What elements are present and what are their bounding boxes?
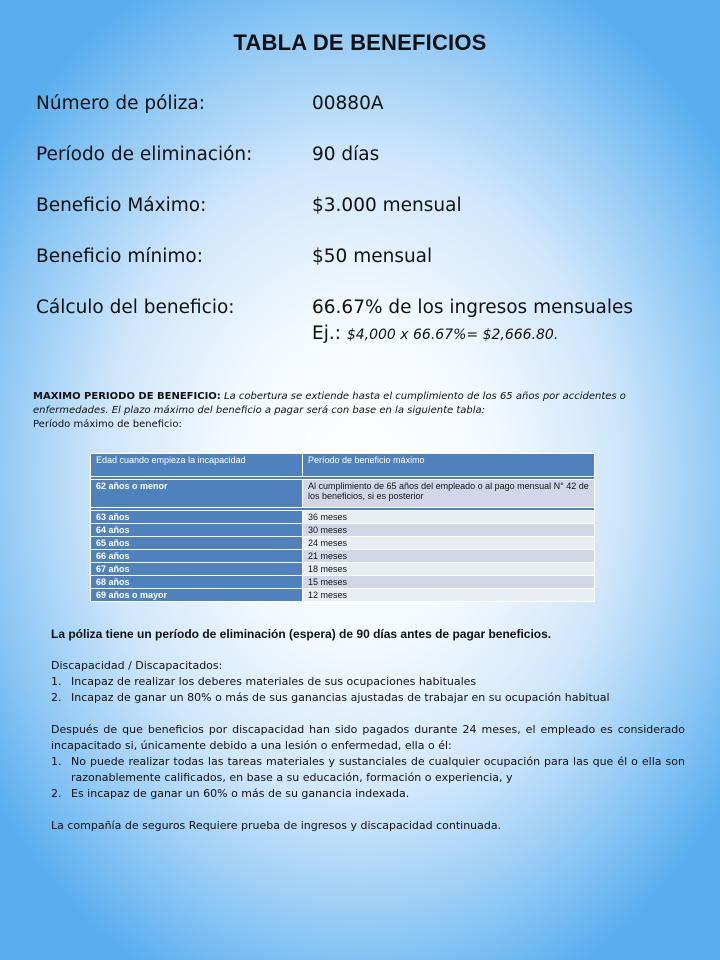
elimination-period-value: 90 días bbox=[312, 144, 380, 165]
max-period-text2: El plazo máximo del beneficio a pagar será con base en la siguiente tabla: bbox=[111, 405, 485, 416]
period-cell: 30 meses bbox=[303, 524, 595, 537]
max-period-text3: Período máximo de beneficio: bbox=[33, 419, 182, 430]
period-cell: 21 meses bbox=[303, 550, 595, 563]
example-prefix: Ej.: bbox=[312, 323, 341, 344]
period-cell: 18 meses bbox=[303, 563, 595, 576]
age-cell: 66 años bbox=[91, 550, 303, 563]
proof-requirement: La compañía de seguros Requiere prueba de ingresos y discapacidad continuada. bbox=[51, 819, 502, 832]
age-cell: 62 años o menor bbox=[91, 480, 303, 508]
benefit-calc-row bbox=[36, 297, 716, 348]
min-benefit-label: Beneficio mínimo: bbox=[36, 246, 203, 267]
period-cell: Al cumplimiento de 65 años del empleado o al pago mensual N° 42 de los beneficios, si es posterior bbox=[303, 480, 595, 508]
benefit-table bbox=[90, 453, 595, 602]
table-row bbox=[91, 524, 595, 537]
table-row bbox=[91, 589, 595, 602]
benefit-calc-label: Cálculo del beneficio: bbox=[36, 297, 235, 318]
age-cell: 69 años o mayor bbox=[91, 589, 303, 602]
age-cell: 63 años bbox=[91, 511, 303, 524]
table-row bbox=[91, 576, 595, 589]
table-row bbox=[91, 480, 595, 508]
max-period-paragraph bbox=[33, 390, 683, 432]
after-24-months-text: Después de que beneficios por discapacidad han sido pagados durante 24 meses, el empleado es considerado incapacitado si, únicamente debido a una lesión o enfermedad, ella o él: bbox=[51, 723, 685, 752]
disability-title: Discapacidad / Discapacitados: bbox=[51, 659, 223, 672]
table-row bbox=[91, 537, 595, 550]
period-cell: 12 meses bbox=[303, 589, 595, 602]
age-cell: 65 años bbox=[91, 537, 303, 550]
header-age: Edad cuando empieza la incapacidad bbox=[91, 454, 303, 477]
notes-section bbox=[51, 626, 685, 834]
max-benefit-row bbox=[36, 195, 716, 246]
max-period-heading: MAXIMO PERIODO DE BENEFICIO: bbox=[33, 391, 221, 402]
benefit-example bbox=[312, 323, 558, 344]
table-row bbox=[91, 550, 595, 563]
benefit-calc-value: 66.67% de los ingresos mensuales bbox=[312, 297, 634, 318]
example-text: $4,000 x 66.67%= $2,666.80. bbox=[346, 327, 559, 343]
period-cell: 24 meses bbox=[303, 537, 595, 550]
period-cell: 15 meses bbox=[303, 576, 595, 589]
elimination-period-label: Período de eliminación: bbox=[36, 144, 253, 165]
list-item: 2. Incapaz de ganar un 80% o más de sus ganancias ajustadas de trabajar en su ocupación habitual bbox=[51, 691, 610, 704]
min-benefit-row bbox=[36, 246, 716, 297]
page-title: TABLA DE BENEFICIOS bbox=[233, 30, 487, 55]
max-benefit-value: $3.000 mensual bbox=[312, 195, 462, 216]
list-item: 2. Es incapaz de ganar un 60% o más de su ganancia indexada. bbox=[51, 787, 410, 800]
disability-list bbox=[51, 674, 685, 706]
elimination-note: La póliza tiene un período de eliminación (espera) de 90 días antes de pagar beneficios. bbox=[51, 627, 552, 641]
table-row bbox=[91, 511, 595, 524]
list-item: 1. No puede realizar todas las tareas materiales y sustanciales de cualquier ocupación para las que él o ella son razonablemente calificados, en base a su educación, formación o experiencia, y bbox=[51, 755, 685, 784]
age-cell: 68 años bbox=[91, 576, 303, 589]
elimination-period-row bbox=[36, 144, 716, 195]
list-item-text: Es incapaz de ganar un 60% o más de su ganancia indexada. bbox=[71, 787, 410, 800]
list-item: 1. Incapaz de realizar los deberes materiales de sus ocupaciones habituales bbox=[51, 675, 477, 688]
header-period: Período de beneficio máximo bbox=[303, 454, 595, 477]
list-item-text: Incapaz de realizar los deberes materiales de sus ocupaciones habituales bbox=[71, 675, 477, 688]
age-cell: 64 años bbox=[91, 524, 303, 537]
policy-number-label: Número de póliza: bbox=[36, 93, 205, 114]
max-benefit-label: Beneficio Máximo: bbox=[36, 195, 207, 216]
policy-number-value: 00880A bbox=[312, 93, 384, 114]
list-item-text: Incapaz de ganar un 80% o más de sus ganancias ajustadas de trabajar en su ocupación habitual bbox=[71, 691, 610, 704]
incapacity-list bbox=[51, 754, 685, 802]
max-period-text1: La cobertura se extiende hasta el cumplimiento de los 65 años por accidentes o enfermedades. bbox=[33, 391, 626, 416]
table-row bbox=[91, 563, 595, 576]
policy-number-row bbox=[36, 93, 716, 144]
list-item-text: No puede realizar todas las tareas materiales y sustanciales de cualquier ocupación para las que él o ella son razonablemente calificados, en base a su educación, formación o experiencia, y bbox=[71, 755, 685, 784]
table-header-row bbox=[91, 454, 595, 477]
period-cell: 36 meses bbox=[303, 511, 595, 524]
min-benefit-value: $50 mensual bbox=[312, 246, 433, 267]
age-cell: 67 años bbox=[91, 563, 303, 576]
policy-info bbox=[36, 93, 716, 348]
